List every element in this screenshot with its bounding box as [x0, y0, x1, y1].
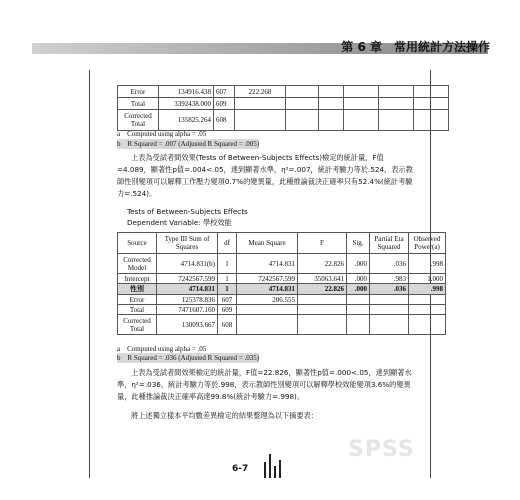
- table-cell: 609: [214, 98, 235, 110]
- col-header: Mean Square: [237, 233, 298, 254]
- table-cell: .000: [347, 284, 370, 295]
- col-header: df: [218, 233, 237, 254]
- footnote-a: a Computed using alpha = .05: [117, 130, 207, 138]
- table-row: [118, 274, 446, 284]
- table-cell: [344, 86, 379, 98]
- table-cell: 608: [218, 315, 237, 335]
- table-row: [118, 305, 446, 315]
- col-header: Observed Power(a): [409, 233, 446, 254]
- table-row: [118, 254, 446, 274]
- table-cell: 1.000: [409, 274, 446, 284]
- table-row: [118, 110, 449, 131]
- table-title: Tests of Between-Subjects Effects: [127, 207, 248, 216]
- table-row: [118, 98, 449, 110]
- table-cell: Error: [118, 86, 159, 98]
- left-frame-line: [89, 70, 90, 478]
- paragraph-3: 將上述獨立樣本平均數差異檢定的結果整理為以下摘要表：: [131, 411, 318, 420]
- footnote-b: b R Squared = .007 (Adjusted R Squared = .005): [117, 140, 260, 148]
- table-header-row: [118, 233, 446, 254]
- table-row-highlighted: [118, 284, 446, 295]
- table-cell: 130093.667: [157, 315, 218, 335]
- table-cell: .036: [370, 254, 409, 274]
- anova-table-continued: [117, 85, 449, 131]
- table-cell: 4714.831: [237, 254, 298, 274]
- table-cell: 607: [218, 295, 237, 305]
- row-label: Corrected Model: [118, 254, 157, 274]
- footnote-a: a Computed using alpha = .05: [117, 345, 207, 353]
- table-cell: [319, 86, 344, 98]
- table-cell: 4714.831: [157, 284, 218, 295]
- table-cell: .036: [370, 284, 409, 295]
- page-bars-icon: [262, 452, 286, 478]
- paragraph-2: 上表為受試者間效果檢定的統計量，F值=22.826，顯著性p值=.000<.05，達到顯著水準，η²=.036，統計考驗力等於.998，表示教師性別變項可以解釋學校效能變項3.6%的變異量，此種推論裁決正確率高達99.8%(統計考驗力=.998)。: [117, 368, 412, 401]
- table-cell: .000: [347, 274, 370, 284]
- table-cell: 609: [218, 305, 237, 315]
- col-header: F: [298, 233, 347, 254]
- page-number: 6-7: [232, 464, 249, 474]
- table-cell: [286, 86, 319, 98]
- table-cell: 3392438.000: [159, 98, 214, 110]
- table-cell: Total: [118, 98, 159, 110]
- table-cell: [414, 86, 449, 98]
- table-cell: 135825.264: [159, 110, 214, 131]
- row-label: 性別: [118, 284, 157, 295]
- paragraph-1: 上表為受試者間效果(Tests of Between-Subjects Effects)檢定的統計量，F值=4.089，顯著性p值=.004<.05，達到顯著水準，η²=.007，統計考驗力等於.524，表示教師性別變項可以解釋工作壓力變項0.7%的變異量，此種推論裁決正確率只有52.4%(統計考驗力=.524)。: [117, 153, 413, 198]
- table-cell: Corrected Total: [118, 110, 159, 131]
- table-cell: 22.826: [298, 284, 347, 295]
- col-header: Source: [118, 233, 157, 254]
- table-row: [118, 315, 446, 335]
- table-subtitle: Dependent Variable: 學校效能: [127, 218, 232, 227]
- table-cell: 206.555: [237, 295, 298, 305]
- table-cell: 1: [218, 254, 237, 274]
- col-header: Partial Eta Squared: [370, 233, 409, 254]
- between-subjects-table: [117, 232, 446, 335]
- table-cell: 222.268: [235, 86, 286, 98]
- table-row: [118, 86, 449, 98]
- footnote-b: b R Squared = .036 (Adjusted R Squared = .035): [117, 354, 260, 362]
- table-cell: 607: [214, 86, 235, 98]
- table-cell: 7471607.160: [157, 305, 218, 315]
- row-label: Total: [118, 305, 157, 315]
- row-label: Error: [118, 295, 157, 305]
- table-cell: 1: [218, 284, 237, 295]
- table-cell: .998: [409, 254, 446, 274]
- table-cell: 35063.641: [298, 274, 347, 284]
- table-cell: 1: [218, 274, 237, 284]
- table-cell: 608: [214, 110, 235, 131]
- chapter-title: 第 6 章 常用統計方法操作: [341, 40, 490, 54]
- table-cell: 22.826: [298, 254, 347, 274]
- table-cell: 134916.438: [159, 86, 214, 98]
- table-cell: 7242567.599: [157, 274, 218, 284]
- chapter-header: [0, 30, 520, 64]
- table-cell: 7242567.599: [237, 274, 298, 284]
- col-header: Sig.: [347, 233, 370, 254]
- table-cell: .998: [409, 284, 446, 295]
- table-cell: 4714.831: [237, 284, 298, 295]
- table-cell: .000: [347, 254, 370, 274]
- col-header: Type III Sum of Squares: [157, 233, 218, 254]
- table-cell: .983: [370, 274, 409, 284]
- row-label: Corrected Total: [118, 315, 157, 335]
- row-label: Intercept: [118, 274, 157, 284]
- table-row: [118, 295, 446, 305]
- spss-watermark: SPSS: [348, 437, 415, 462]
- table-cell: [379, 86, 414, 98]
- table-cell: 125378.836: [157, 295, 218, 305]
- table-cell: 4714.831(b): [157, 254, 218, 274]
